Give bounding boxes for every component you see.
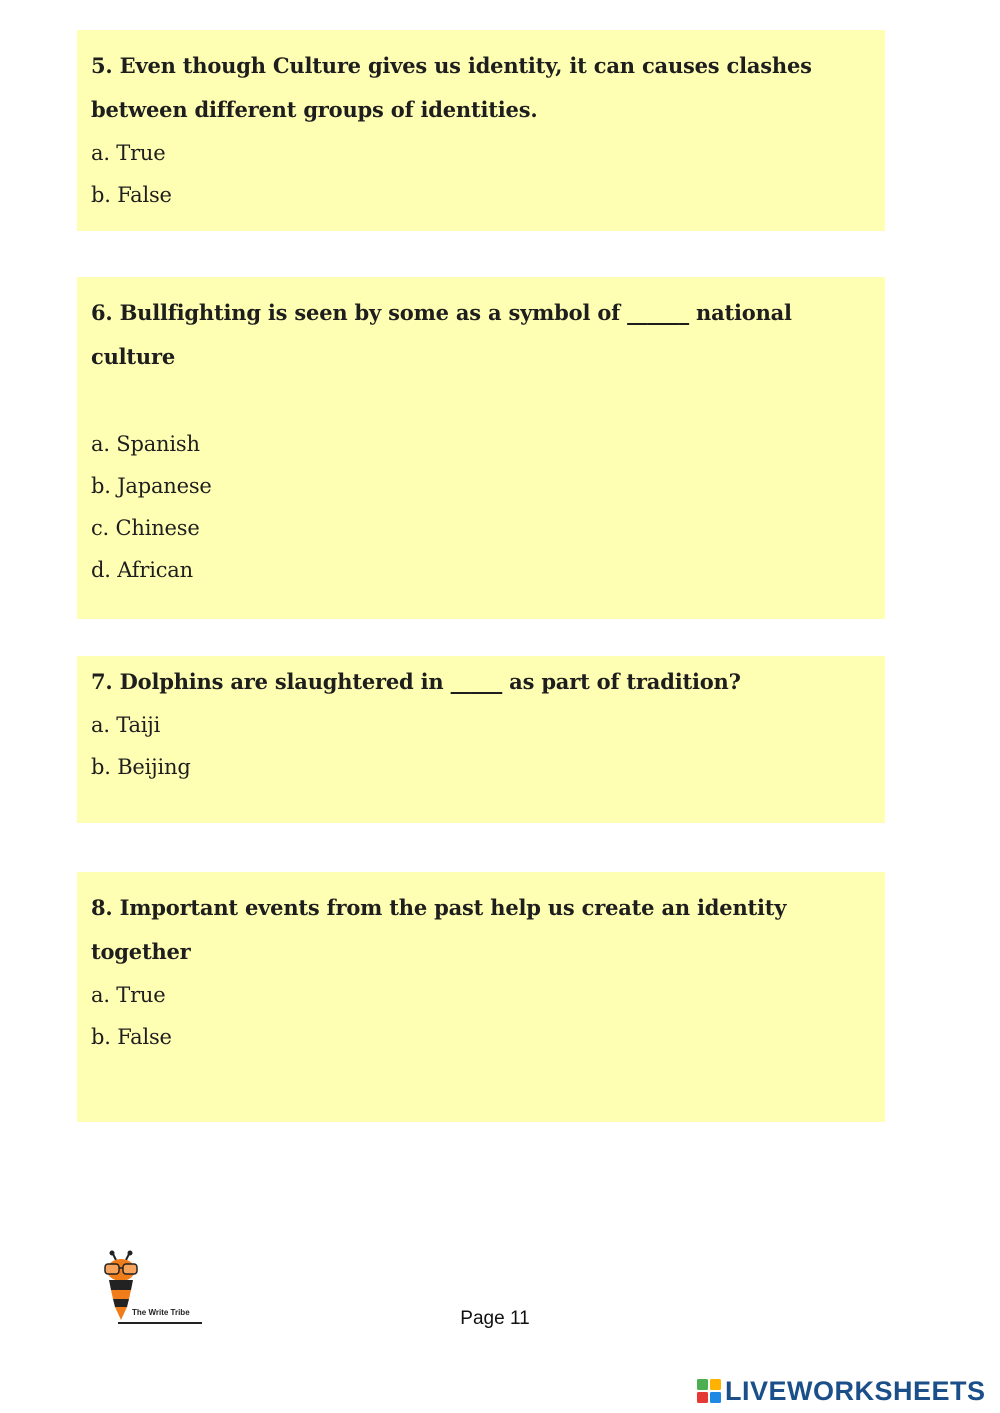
question-5-text	[91, 30, 871, 132]
liveworksheets-logo[interactable]	[697, 1374, 986, 1408]
option-6b[interactable]: b. Japanese	[91, 474, 212, 498]
write-tribe-logo	[98, 1250, 208, 1330]
liveworksheets-icon	[697, 1377, 723, 1405]
option-7b[interactable]: b. Beijing	[91, 755, 191, 779]
question-6-text	[91, 277, 871, 379]
option-7a[interactable]: a. Taiji	[91, 713, 161, 737]
question-7-line-1: 7. Dolphins are slaughtered in _____ as part of tradition?	[91, 669, 741, 694]
page-number: Page 11	[460, 1308, 530, 1329]
option-5a[interactable]: a. True	[91, 141, 166, 165]
question-6-line-1: 6. Bullfighting is seen by some as a symbol of ______ national	[91, 300, 792, 325]
question-8-line-1: 8. Important events from the past help us create an identity	[91, 895, 787, 920]
option-6c[interactable]: c. Chinese	[91, 516, 200, 540]
question-8-line-2: together	[91, 939, 191, 964]
question-7-box	[77, 656, 885, 823]
logo-caption: The Write Tribe	[132, 1308, 190, 1317]
option-8a[interactable]: a. True	[91, 983, 166, 1007]
question-8-box	[77, 872, 885, 1122]
bee-icon	[98, 1250, 208, 1330]
question-6-line-2: culture	[91, 344, 176, 369]
option-5b[interactable]: b. False	[91, 183, 172, 207]
question-8-text	[91, 872, 871, 974]
question-5-line-2: between different groups of identities.	[91, 97, 538, 122]
question-7-text	[91, 656, 871, 704]
liveworksheets-brand: LIVEWORKSHEETS	[725, 1375, 986, 1406]
option-8b[interactable]: b. False	[91, 1025, 172, 1049]
option-6a[interactable]: a. Spanish	[91, 432, 200, 456]
question-6-box	[77, 277, 885, 619]
option-6d[interactable]: d. African	[91, 558, 193, 582]
question-5-line-1: 5. Even though Culture gives us identity, it can causes clashes	[91, 53, 812, 78]
question-5-box	[77, 30, 885, 231]
